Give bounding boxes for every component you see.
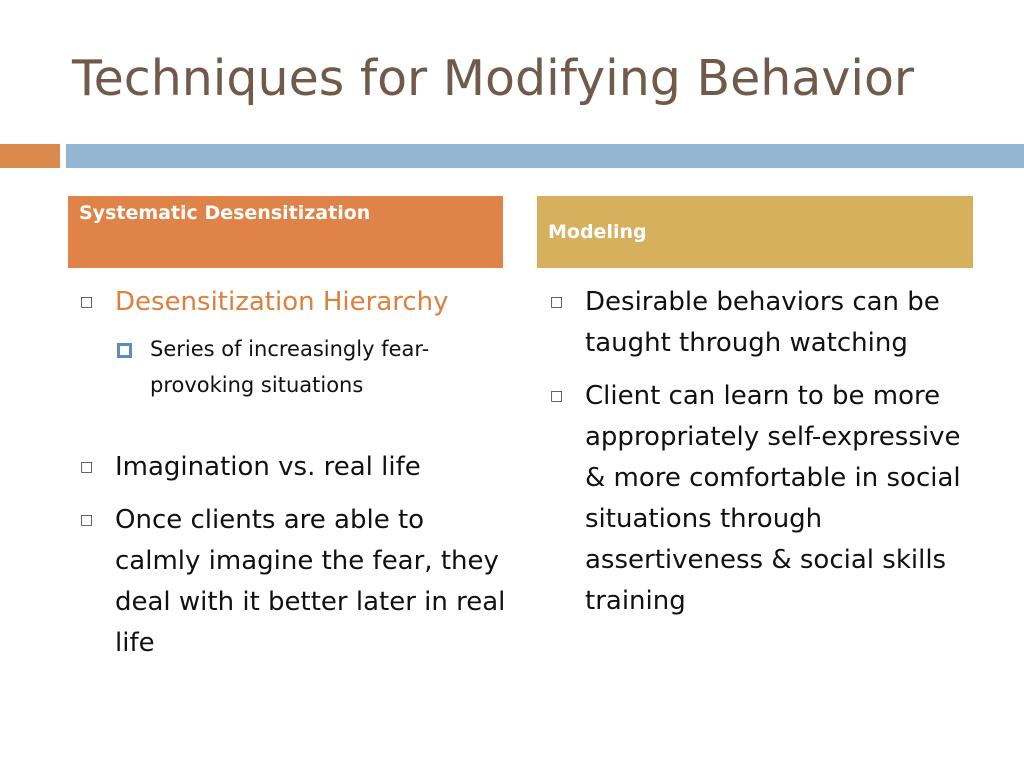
list-item <box>80 500 510 664</box>
list-item-text: Client can learn to be more appropriately self-expressive & more comfortable in social situations through assertiveness & social skills training <box>585 381 961 616</box>
sub-list-item <box>117 331 510 403</box>
list-item-text: Desirable behaviors can be taught through watching <box>585 287 940 358</box>
hollow-square-bullet-icon: □ <box>550 294 564 310</box>
list-item <box>550 282 970 364</box>
hollow-square-bullet-icon: □ <box>80 512 94 528</box>
hollow-square-bullet-icon: □ <box>550 388 564 404</box>
right-column-header: Modeling <box>537 196 973 268</box>
list-item-text: Desensitization Hierarchy <box>115 287 449 317</box>
list-item <box>80 282 510 323</box>
left-column-header: Systematic Desensitization <box>68 196 503 268</box>
list-item-text: Imagination vs. real life <box>115 452 421 482</box>
hollow-square-bullet-icon: □ <box>80 294 94 310</box>
accent-bar-blue <box>66 144 1024 168</box>
sub-list-item-text: Series of increasingly fear-provoking situations <box>150 337 430 397</box>
list-item <box>80 447 510 488</box>
accent-bar-orange <box>0 144 60 168</box>
left-column-content <box>80 282 510 664</box>
list-item <box>550 376 970 622</box>
right-column-content <box>550 282 970 622</box>
blue-square-bullet-icon <box>117 331 150 403</box>
list-item-text: Once clients are able to calmly imagine the fear, they deal with it better later in real life <box>115 505 506 658</box>
hollow-square-bullet-icon: □ <box>80 459 94 475</box>
slide-title: Techniques for Modifying Behavior <box>72 50 915 107</box>
